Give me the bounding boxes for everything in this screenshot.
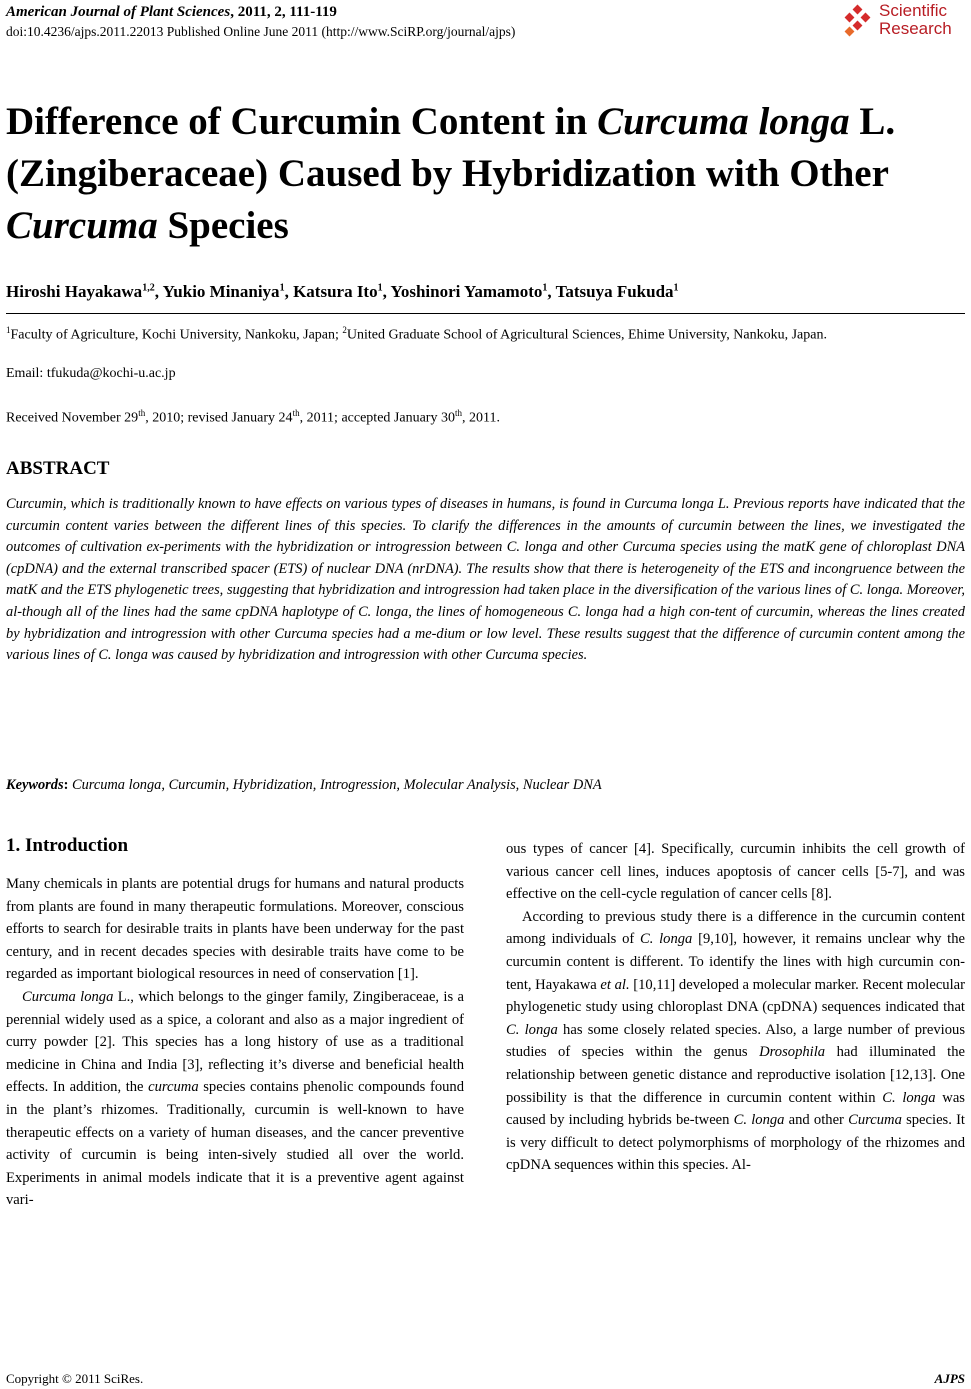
author-name: Yukio Minaniya	[162, 282, 280, 301]
received-sup: th	[454, 408, 462, 418]
logo-line-2: Research	[879, 19, 952, 38]
author-affil: 1	[279, 282, 285, 294]
species-name: C. longa	[733, 1112, 785, 1129]
paragraph	[6, 986, 464, 1212]
text: was caused by including hybrids be-tween	[506, 1089, 965, 1129]
genus-name: Curcuma	[848, 1112, 902, 1129]
author-name: Hiroshi Hayakawa	[6, 282, 143, 301]
received-sup: th	[138, 408, 146, 418]
affil-1: Faculty of Agriculture, Kochi University, Nankoku, Japan;	[10, 327, 343, 343]
author	[163, 282, 294, 301]
doi-line: doi:10.4236/ajps.2011.22013 Published Online June 2011 (http://www.SciRP.org/journal/ajps)	[6, 24, 516, 39]
paper-title	[6, 96, 966, 252]
text: According to previous study there is a difference in the curcumin content among individuals of	[506, 908, 965, 948]
abstract-text: Curcumin, which is traditionally known to have effects on various types of diseases in humans, is found in Curcuma longa L. Previous reports have indicated that the curcumin content varies between the different lines of this species. To clarify the differences in the amounts of curcumin between the lines, we investigated the outcomes of cultivation ex-periments with the hybridization or introgression between C. longa and other Curcuma species using the matK gene of chloroplast DNA (cpDNA) and the external transcribed spacer (ETS) of nuclear DNA (nrDNA). The results show that there is heterogeneity of the ETS and incongruence between the matK and the ETS phylogenetic trees, suggesting that hybridization and introgression had taken place in the diversification of the various lines of C. longa. Moreover, al-though all of the lines had the same cpDNA haplotype of C. longa, the lines of homogeneous C. longa had a high con-tent of curcumin, whereas the lines created by hybridization and introgression with other Curcuma species had a me-dium or low level. These results suggest that the difference of curcumin content among the various lines of C. longa was caused by hybridization and introgression with other Curcuma species.	[6, 496, 965, 664]
author-list	[6, 282, 679, 302]
keywords-label: Keywords	[6, 777, 64, 793]
species-name: Curcuma longa	[22, 988, 114, 1005]
received-b: , 2010; revised January 24	[145, 410, 293, 426]
paragraph: Many chemicals in plants are potential drugs for humans and natural products from plants are found in many therapeutic formulations. Moreover, conscious efforts to search for desirable traits in plants have been underway for the past century, and in recent decades species with desirable traits have come to be regarded as important biological resources in need of conservation [1].	[6, 876, 464, 983]
journal-abbr: AJPS	[934, 1371, 965, 1386]
author-name: Yoshinori Yamamoto	[390, 282, 543, 301]
right-column	[506, 838, 965, 1177]
abstract-heading: ABSTRACT	[6, 458, 110, 479]
title-part-3: Species	[157, 204, 289, 247]
text: has some closely related species. Also, a large number of previous studies of species within the genus	[506, 1021, 965, 1061]
paragraph	[506, 906, 965, 1177]
species-name: curcuma	[148, 1079, 199, 1096]
affil-2: United Graduate School of Agricultural Sciences, Ehime University, Nankoku, Japan.	[346, 327, 827, 343]
author-affil: 1	[673, 282, 679, 294]
et-al: et al.	[600, 976, 630, 993]
journal-header	[6, 3, 515, 41]
author-affil: 1	[377, 282, 383, 294]
genus-name: Drosophila	[759, 1044, 826, 1061]
received-d: , 2011.	[461, 410, 500, 426]
received-c: , 2011; accepted January 30	[299, 410, 455, 426]
author-sep: ,	[547, 282, 556, 301]
header-rule	[6, 313, 965, 314]
publisher-logo	[843, 2, 965, 42]
logo-mark-icon	[843, 6, 873, 36]
species-name: C. longa	[639, 931, 693, 948]
author	[293, 282, 390, 301]
text: [9,10], however, it remains unclear why the curcumin content is different. To identify the lines with high curcumin con-tent, Hayakawa	[506, 931, 965, 993]
text: [10,11] developed a molecular marker. Recent molecular phylogenetic study using chloroplast DNA (cpDNA) sequences indicated that	[506, 976, 965, 1016]
journal-citation	[6, 3, 515, 22]
paragraph: ous types of cancer [4]. Specifically, curcumin inhibits the cell growth of various cancer cell lines, induces apoptosis of cancer cells [5-7], and was effective on the cell-cycle regulation of cancer cells [8].	[506, 841, 965, 903]
keywords-values: Curcuma longa, Curcumin, Hybridization, Introgression, Molecular Analysis, Nuclear DNA	[71, 777, 602, 793]
section-heading: 1. Introduction	[6, 835, 129, 856]
received-dates	[6, 408, 500, 427]
species-name: C. longa	[506, 1021, 558, 1038]
copyright: Copyright © 2011 SciRes.	[6, 1371, 144, 1386]
author-sep: ,	[382, 282, 391, 301]
journal-name: American Journal of Plant Sciences	[6, 4, 231, 20]
author	[556, 282, 679, 301]
text: species. It is very difficult to detect polymorphisms of morphology of the rhizomes and cpDNA sequences within this species. Al-	[506, 1112, 965, 1174]
keywords-colon: :	[63, 777, 72, 793]
affiliations	[6, 320, 965, 346]
author	[6, 282, 163, 301]
author-affil: 1	[542, 282, 548, 294]
journal-volume: , 2011, 2, 111-119	[230, 4, 337, 20]
author-name: Katsura Ito	[293, 282, 378, 301]
received-sup: th	[292, 408, 300, 418]
title-italic-1: Curcuma longa	[597, 100, 850, 143]
contact-email: Email: tfukuda@kochi-u.ac.jp	[6, 366, 176, 381]
affil-sup-1: 1	[6, 325, 11, 335]
author-sep: ,	[284, 282, 294, 301]
affil-sup-2: 2	[342, 325, 347, 335]
species-name: C. longa	[882, 1089, 936, 1106]
left-column	[6, 873, 464, 1212]
author-affil: 1,2	[142, 282, 155, 294]
text: L., which belongs to the ginger family, Zingiberaceae, is a perennial widely used as a spice, a colorant and also as a major ingredient of curry powder [2]. This species has a long history of use as a traditional medicine in China and India [3], reflecting it’s diverse and beneficial health effects. In addition, the	[6, 988, 464, 1096]
text: had illuminated the relationship between genetic distance and reproductive isolation [12,13]. One possibility is that the difference in curcumin content within	[506, 1044, 965, 1106]
logo-text	[879, 2, 952, 38]
title-part-1: Difference of Curcumin Content in	[6, 100, 598, 143]
keywords	[6, 777, 602, 794]
received-a: Received November 29	[6, 410, 139, 426]
text: species contains phenolic compounds found in the plant’s rhizomes. Traditionally, curcumin is well-known to have therapeutic effects on a variety of human diseases, and the cancer preventive activity of curcumin is being inten-sively studied all over the world. Experiments in animal models indicate that it is a preventive agent against vari-	[6, 1079, 465, 1209]
title-italic-2: Curcuma	[6, 204, 158, 247]
title-part-2: L. (Zingiberaceae) Caused by Hybridization with Other	[6, 100, 896, 195]
author	[390, 282, 555, 301]
author-sep: ,	[154, 282, 163, 301]
logo-line-1: Scientific	[879, 1, 948, 20]
text: and other	[784, 1112, 849, 1129]
author-name: Tatsuya Fukuda	[555, 282, 674, 301]
